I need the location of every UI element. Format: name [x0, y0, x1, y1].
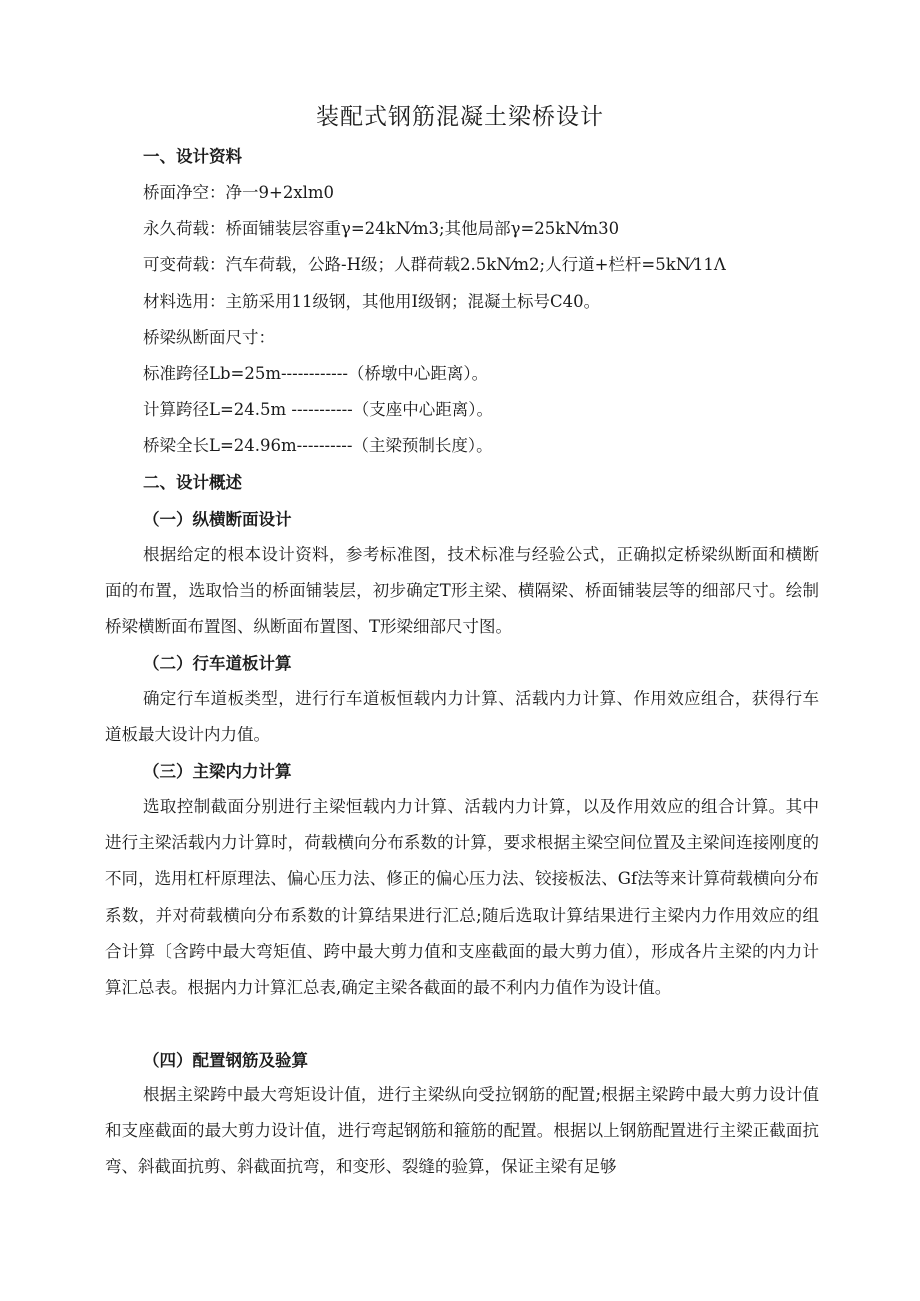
calculated-span-line: 计算跨径L=24.5m -----------（支座中心距离）。: [143, 400, 493, 419]
material-line: 材料选用：主筋采用11级钢，其他用I级钢；混凝土标号C40。: [143, 292, 601, 311]
variable-load-line: 可变荷载：汽车荷载，公路-H级；人群荷载2.5kN⁄m2;人行道+栏杆=5kN⁄11Λ: [143, 255, 726, 274]
subsection-heading-cross-section: （一）纵横断面设计: [143, 510, 292, 529]
subsection-heading-deck-slab: （二）行车道板计算: [143, 654, 292, 673]
section-size-line: 桥梁纵断面尺寸：: [143, 328, 275, 347]
bridge-clearance-line: 桥面净空：净一9+2xlm0: [143, 183, 335, 202]
subsection-heading-reinforcement: （四）配置钢筋及验算: [143, 1051, 308, 1070]
total-length-line: 桥梁全长L=24.96m----------（主梁预制长度）。: [143, 436, 493, 455]
paragraph-cross-section: 根据给定的根本设计资料，参考标准图，技术标准与经验公式，正确拟定桥梁纵断面和横断面的布置，选取恰当的桥面铺装层，初步确定T形主梁、横隔梁、桥面铺装层等的细部尺寸。绘制桥梁横断面布置图、纵断面布置图、T形梁细部尺寸图。: [105, 545, 819, 637]
standard-span-line: 标准跨径Lb=25m------------（桥墩中心距离）。: [143, 364, 489, 383]
paragraph-deck-slab: 确定行车道板类型，进行行车道板恒载内力计算、活载内力计算、作用效应组合，获得行车道板最大设计内力值。: [105, 689, 819, 745]
paragraph-reinforcement: 根据主梁跨中最大弯矩设计值，进行主梁纵向受拉钢筋的配置;根据主梁跨中最大剪力设计值和支座截面的最大剪力设计值，进行弯起钢筋和箍筋的配置。根据以上钢筋配置进行主梁正截面抗弯、斜截面抗剪、斜截面抗弯，和变形、裂缝的验算，保证主梁有足够: [105, 1085, 819, 1177]
subsection-heading-girder-forces: （三）主梁内力计算: [143, 762, 292, 781]
permanent-load-line: 永久荷载：桥面铺装层容重γ=24kN⁄m3;其他局部γ=25kN⁄m30: [143, 219, 620, 238]
document-title: 装配式钢筋混凝土梁桥设计: [316, 104, 604, 130]
section-heading-design-overview: 二、设计概述: [143, 473, 242, 492]
section-heading-design-data: 一、设计资料: [143, 147, 242, 166]
paragraph-girder-forces: 选取控制截面分别进行主梁恒载内力计算、活载内力计算，以及作用效应的组合计算。其中进行主梁活载内力计算时，荷载横向分布系数的计算，要求根据主梁空间位置及主梁间连接刚度的不同，选用杠杆原理法、偏心压力法、修正的偏心压力法、铰接板法、Gf法等来计算荷载横向分布系数，并对荷载横向分布系数的计算结果进行汇总;随后选取计算结果进行主梁内力作用效应的组合计算〔含跨中最大弯矩值、跨中最大剪力值和支座截面的最大剪力值），形成各片主梁的内力计算汇总表。根据内力计算汇总表,确定主梁各截面的最不利内力值作为设计值。: [105, 797, 819, 998]
